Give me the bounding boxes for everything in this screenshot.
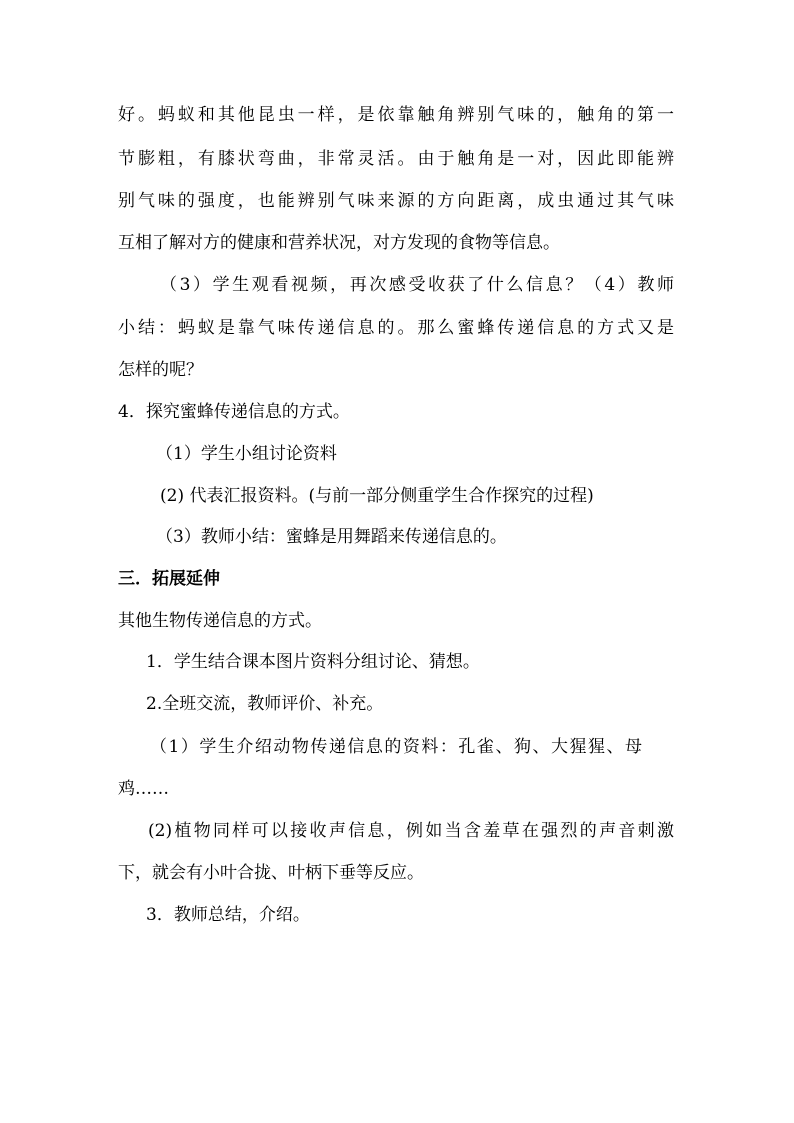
paragraph-line: （3）学生观看视频，再次感受收获了什么信息？（4）教师 [160, 275, 674, 295]
list-item: （1）学生介绍动物传递信息的资料：孔雀、狗、大猩猩、母 [150, 737, 642, 757]
list-item: 3．教师总结，介绍。 [146, 905, 310, 925]
list-item: （3）教师小结：蜜蜂是用舞蹈来传递信息的。 [156, 527, 507, 547]
paragraph-line: 别气味的强度，也能辨别气味来源的方向距离，成虫通过其气味 [118, 191, 674, 211]
paragraph-line: 鸡…… [118, 779, 169, 799]
paragraph-line: 小结：蚂蚁是靠气味传递信息的。那么蜜蜂传递信息的方式又是 [118, 318, 674, 338]
list-item: 1．学生结合课本图片资料分组讨论、猜想。 [146, 652, 480, 672]
paragraph-line: 下，就会有小叶合拢、叶柄下垂等反应。 [118, 863, 424, 883]
list-item: 2.全班交流，教师评价、补充。 [146, 694, 384, 714]
paragraph-line: 节膨粗，有膝状弯曲，非常灵活。由于触角是一对，因此即能辨 [118, 149, 674, 169]
paragraph-line: 好。蚂蚁和其他昆虫一样，是依靠触角辨别气味的，触角的第一 [118, 105, 674, 125]
section-heading: 三．拓展延伸 [118, 569, 220, 589]
paragraph-line: 怎样的呢？ [118, 360, 203, 380]
paragraph-line: 互相了解对方的健康和营养状况，对方发现的食物等信息。 [118, 233, 560, 253]
list-item: 4．探究蜜蜂传递信息的方式。 [118, 402, 350, 422]
paragraph-line: 其他生物传递信息的方式。 [118, 611, 322, 631]
list-item: （1）学生小组讨论资料 [156, 444, 337, 464]
list-item: (2) 代表汇报资料。(与前一部分侧重学生合作探究的过程) [160, 486, 594, 506]
list-item: (2)植物同样可以接收声信息，例如当含羞草在强烈的声音刺激 [148, 821, 674, 841]
